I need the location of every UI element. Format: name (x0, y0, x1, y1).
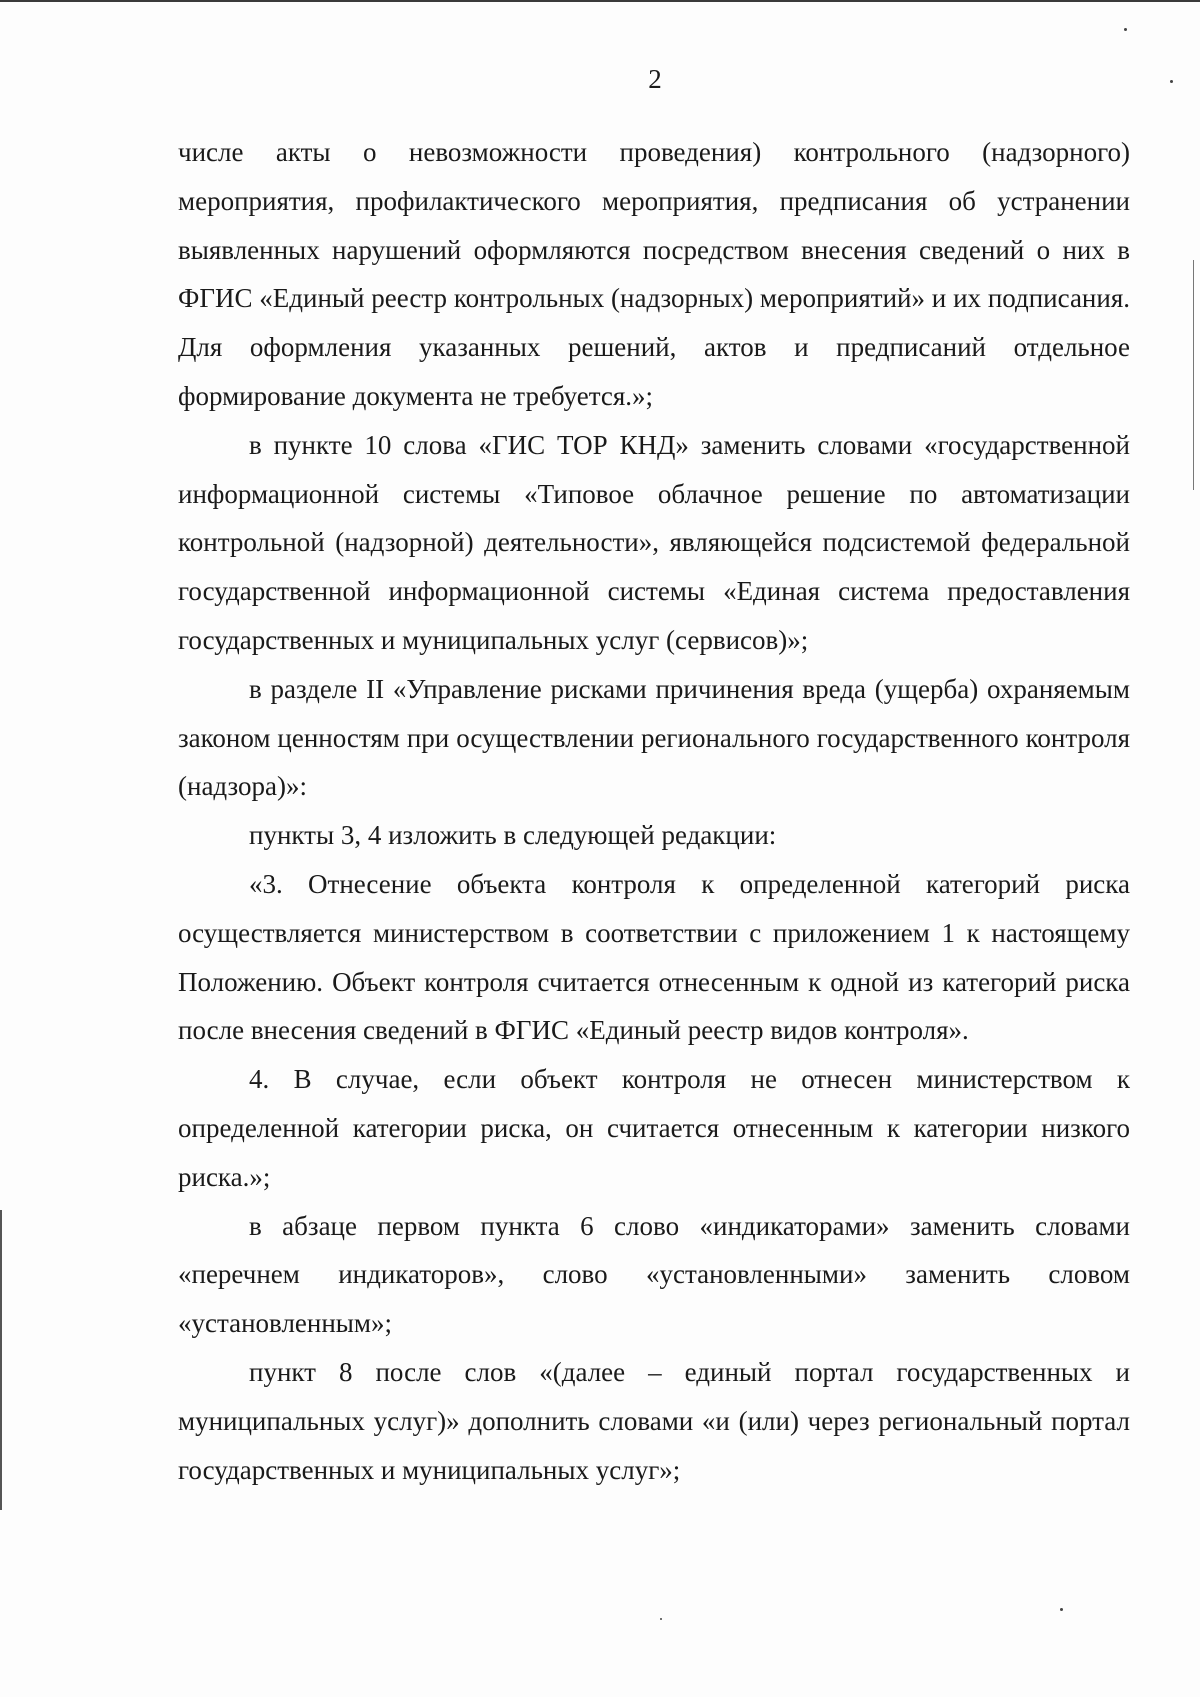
paragraph: в разделе II «Управление рисками причинения вреда (ущерба) охраняемым законом ценностям при осуществлении регионального государственного контроля (надзора)»: (178, 673, 1130, 802)
scan-speck (1060, 1608, 1063, 1611)
scan-top-edge (0, 0, 1200, 2)
paragraph: пункты 3, 4 изложить в следующей редакции: (249, 820, 777, 851)
scan-speck (1124, 28, 1127, 31)
page-number: 2 (648, 64, 662, 94)
scan-left-edge (0, 1210, 2, 1510)
paragraph: «3. Отнесение объекта контроля к определенной категорий риска осуществляется министерством в соответствии с приложением 1 к настоящему Положению. Объект контроля считается отнесенным к одной из категорий риска после внесения сведений в ФГИС «Единый реестр видов контроля». (178, 868, 1130, 1046)
paragraph: числе акты о невозможности проведения) контрольного (надзорного) мероприятия, профилактического мероприятия, предписания об устранении выявленных нарушений оформляются посредством внесения сведений о них в ФГИС «Единый реестр контрольных (надзорных) мероприятий» и их подписания. Для оформления указанных решений, актов и предписаний отдельное формирование документа не требуется.»; (178, 137, 1130, 411)
paragraph: в пункте 10 слова «ГИС ТОР КНД» заменить словами «государственной информационной системы «Типовое облачное решение по автоматизации контрольной (надзорной) деятельности», являющейся подсистемой федеральной государственной информационной системы «Единая система предоставления государственных и муниципальных услуг (сервисов)»; (178, 429, 1130, 655)
paragraph: 4. В случае, если объект контроля не отнесен министерством к определенной категории риска, он считается отнесенным к категории низкого риска.»; (178, 1064, 1130, 1192)
paragraph: в абзаце первом пункта 6 слово «индикаторами» заменить словами «перечнем индикаторов», слово «установленными» заменить словом «установленным»; (178, 1210, 1130, 1339)
scan-speck (660, 1618, 662, 1620)
scan-right-edge (1193, 260, 1194, 490)
paragraph: пункт 8 после слов «(далее – единый портал государственных и муниципальных услуг)» дополнить словами «и (или) через региональный портал государственных и муниципальных услуг»; (178, 1356, 1130, 1485)
document-body (178, 128, 1130, 1494)
